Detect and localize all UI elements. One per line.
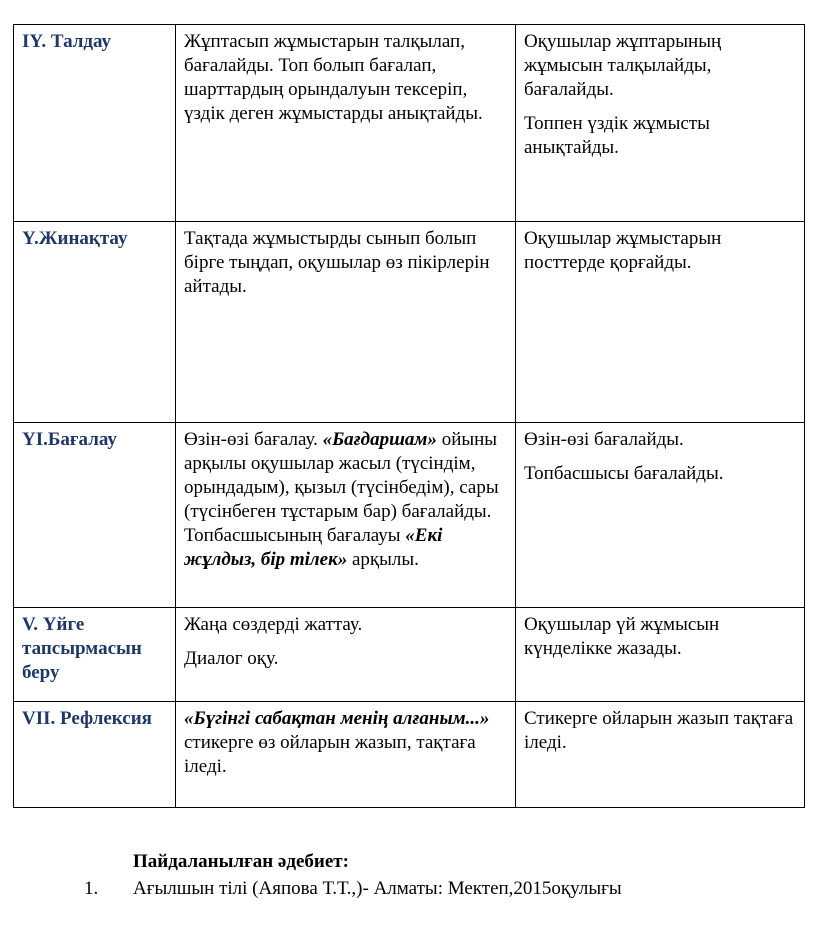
table-row [14, 702, 805, 808]
references-title: Пайдаланылған әдебиет: [133, 851, 349, 872]
stage-cell: Y.Жинақтау [14, 222, 176, 423]
teacher-activity-cell [176, 423, 516, 608]
stage-cell: VII. Рефлексия [14, 702, 176, 808]
student-activity-cell [516, 702, 805, 808]
table-row [14, 423, 805, 608]
student-activity-text: Стикерге ойларын жазып тақтаға іледі. [524, 708, 794, 753]
student-activity-text: Оқушылар жұмыстарын посттерде қорғайды. [524, 228, 722, 273]
teacher-activity-text: Өзін-өзі бағалау. [184, 429, 323, 450]
lesson-plan-table [13, 24, 805, 808]
student-activity-cell [516, 25, 805, 222]
teacher-activity-text: Жұптасып жұмыстарын талқылап, бағалайды. Топ болып бағалап, шарттардың орындалуын тексеріп, үздік деген жұмыстарды анықтайды. [184, 31, 483, 124]
teacher-activity-text: ойыны арқылы оқушылар жасыл (түсіндім, орындадым), қызыл (түсінбедім), сары (түсінбеген тұстарым бар) бағалайды. Топбасшысының бағалауы [184, 429, 499, 546]
teacher-activity-cell [176, 222, 516, 423]
teacher-activity-cell [176, 702, 516, 808]
student-activity-text: Өзін-өзі бағалайды. [524, 429, 684, 450]
teacher-activity-text: арқылы. [347, 549, 419, 570]
table-row [14, 25, 805, 222]
teacher-activity-text: Тақтада жұмыстырды сынып болып бірге тыңдап, оқушылар өз пікірлерін айтады. [184, 228, 490, 297]
student-activity-text: Оқушылар үй жұмысын күнделікке жазады. [524, 614, 720, 659]
teacher-activity-text: Диалог оқу. [184, 648, 279, 669]
reference-text: Ағылшын тілі (Аяпова Т.Т.,)- Алматы: Мектеп,2015оқулығы [133, 878, 622, 899]
student-activity-cell [516, 423, 805, 608]
student-activity-text: Топпен үздік жұмысты анықтайды. [524, 113, 710, 158]
sticker-prompt-emphasis: «Бүгінгі сабақтан менің алғаным...» [184, 708, 490, 729]
teacher-activity-text: Жаңа сөздерді жаттау. [184, 614, 363, 635]
stage-cell: V. Үйге тапсырмасын беру [14, 608, 176, 702]
student-activity-cell [516, 222, 805, 423]
table-row [14, 222, 805, 423]
student-activity-cell [516, 608, 805, 702]
student-activity-text: Оқушылар жұптарының жұмысын талқылайды, бағалайды. [524, 31, 722, 100]
method-name-emphasis: «Екі жұлдыз, бір тілек» [184, 525, 443, 570]
teacher-activity-text: стикерге өз ойларын жазып, тақтаға іледі. [184, 732, 476, 777]
table-row [14, 608, 805, 702]
reference-number: 1. [84, 878, 99, 899]
teacher-activity-cell [176, 25, 516, 222]
stage-cell: YI.Бағалау [14, 423, 176, 608]
stage-cell: IY. Талдау [14, 25, 176, 222]
teacher-activity-cell [176, 608, 516, 702]
game-name-emphasis: «Бағдаршам» [322, 429, 437, 450]
student-activity-text: Топбасшысы бағалайды. [524, 463, 724, 484]
